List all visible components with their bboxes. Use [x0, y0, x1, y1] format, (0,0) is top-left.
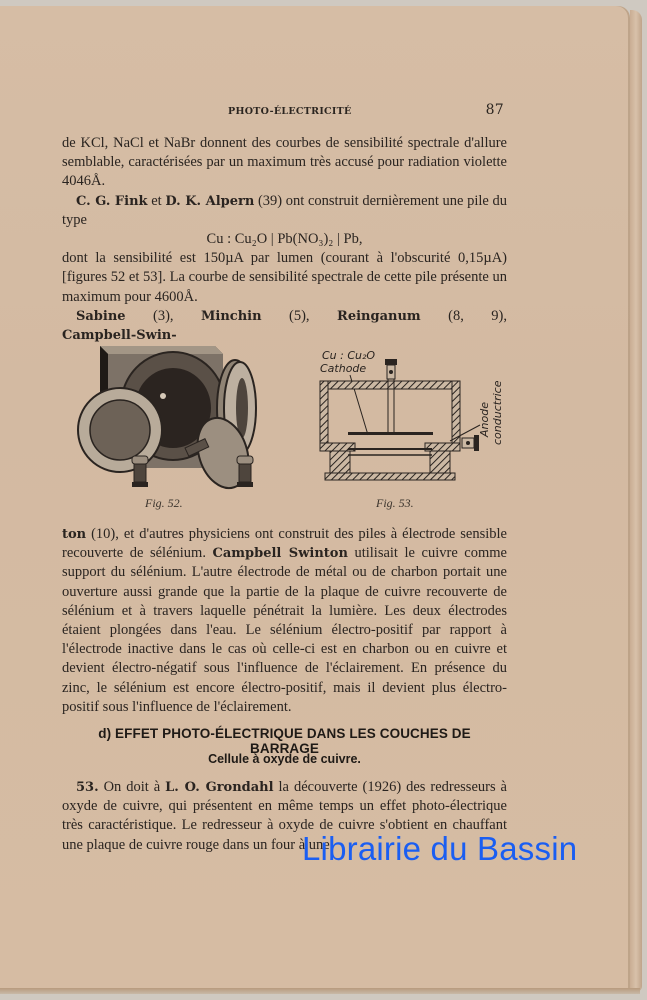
chemical-formula: Cu : Cu₂O | Pb(NO₃)₂ | Pb, — [206, 231, 363, 248]
housing-section — [320, 381, 460, 480]
paragraph-number: 53. — [76, 780, 99, 795]
section-heading: d) EFFET PHOTO-ÉLECTRIQUE DANS LES COUCHES DE BARRAGE — [98, 726, 471, 756]
figure-52-illustration — [75, 338, 270, 493]
text-block-middle — [62, 525, 507, 717]
cathode-plate — [348, 432, 433, 435]
author-name: Sabine — [76, 308, 126, 324]
text-span: et — [147, 192, 166, 209]
text-span: (8, 9), — [420, 307, 507, 324]
paragraph: dont la sensibilité est 150µA par lumen (courant à l'obscurité 0,15µA) [figures 52 et 53]. La courbe de sensibilité spectrale de cette pile présente un maximum pour 4600Å. — [62, 250, 507, 305]
author-name: C. G. Fink — [76, 193, 148, 209]
front-ring — [78, 388, 162, 472]
text-span: (10), et d'autres physiciens ont construit des piles à électrode sensible recouverte de sélénium. — [62, 526, 507, 562]
text-span: On doit à — [98, 779, 166, 795]
text-span: (39) ont construit dernièrement une pile du type — [62, 192, 507, 228]
text-span: (3), — [125, 307, 202, 324]
text-block-top — [62, 134, 507, 345]
author-name: D. K. Alpern — [165, 193, 255, 209]
text-span: la découverte (1926) des redresseurs à oxyde de cuivre, qui présentent en même temps un effet photo-électrique très caractéristique. Le redresseur à oxyde de cuivre s'obtient en chauffant une plaque de cuivre rouge dans un four à une — [62, 779, 507, 853]
label-anode: Anode — [478, 402, 491, 437]
paragraph — [62, 525, 507, 717]
author-name: Campbell Swinton — [212, 546, 348, 562]
figure-52-caption: Fig. 52. — [145, 496, 183, 510]
page-edge — [630, 10, 642, 992]
author-name: L. O. Grondahl — [165, 780, 274, 795]
author-name: Reinganum — [337, 308, 421, 324]
figure-53-diagram — [310, 345, 520, 485]
text-span: (5), — [261, 307, 338, 324]
terminal-right — [237, 456, 253, 487]
figure-53-caption: Fig. 53. — [376, 496, 414, 510]
watermark: Librairie du Bassin — [302, 830, 578, 867]
top-screw — [385, 359, 397, 433]
terminal-left — [132, 456, 148, 487]
section-subheading: Cellule à oxyde de cuivre. — [208, 752, 361, 766]
page-bottom-edge — [0, 988, 640, 994]
side-terminal — [462, 435, 479, 451]
label-anode-conductive: conductrice — [491, 380, 504, 445]
author-name: Minchin — [201, 308, 262, 324]
text-span: utilisait le cuivre comme support du sélénium. L'autre électrode de métal ou de charbon portait une ouverture aussi grande que la partie de la plaque de cuivre recouverte de sélénium et à travers laquelle pénétrait la lumière. Les deux électrodes étaient plongées dans l'eau. Le sélénium électro-positif par rapport à l'électrode inactive dans le cas où celle-ci est en charbon ou en cuivre et devient électro-négatif sous l'influence de l'éclairement. En présence du zinc, le sélénium est encore électro-positif, mais il devient plus électro-positif sous l'influence de l'éclairement. — [62, 545, 507, 715]
author-name: ton — [62, 527, 87, 542]
label-cathode-formula: Cu : Cu₂O — [322, 349, 376, 362]
author-name: Campbell-Swin- — [62, 328, 177, 344]
label-cathode: Cathode — [320, 362, 367, 375]
paragraph: de KCl, NaCl et NaBr donnent des courbes de sensibilité spectrale d'allure semblable, caractérisées par un maximum très accusé pour radiation violette 4046Å. — [62, 135, 507, 190]
page-number: 87 — [485, 102, 504, 118]
paragraph — [62, 192, 507, 230]
running-title: PHOTO-ÉLECTRICITÉ — [228, 106, 352, 117]
